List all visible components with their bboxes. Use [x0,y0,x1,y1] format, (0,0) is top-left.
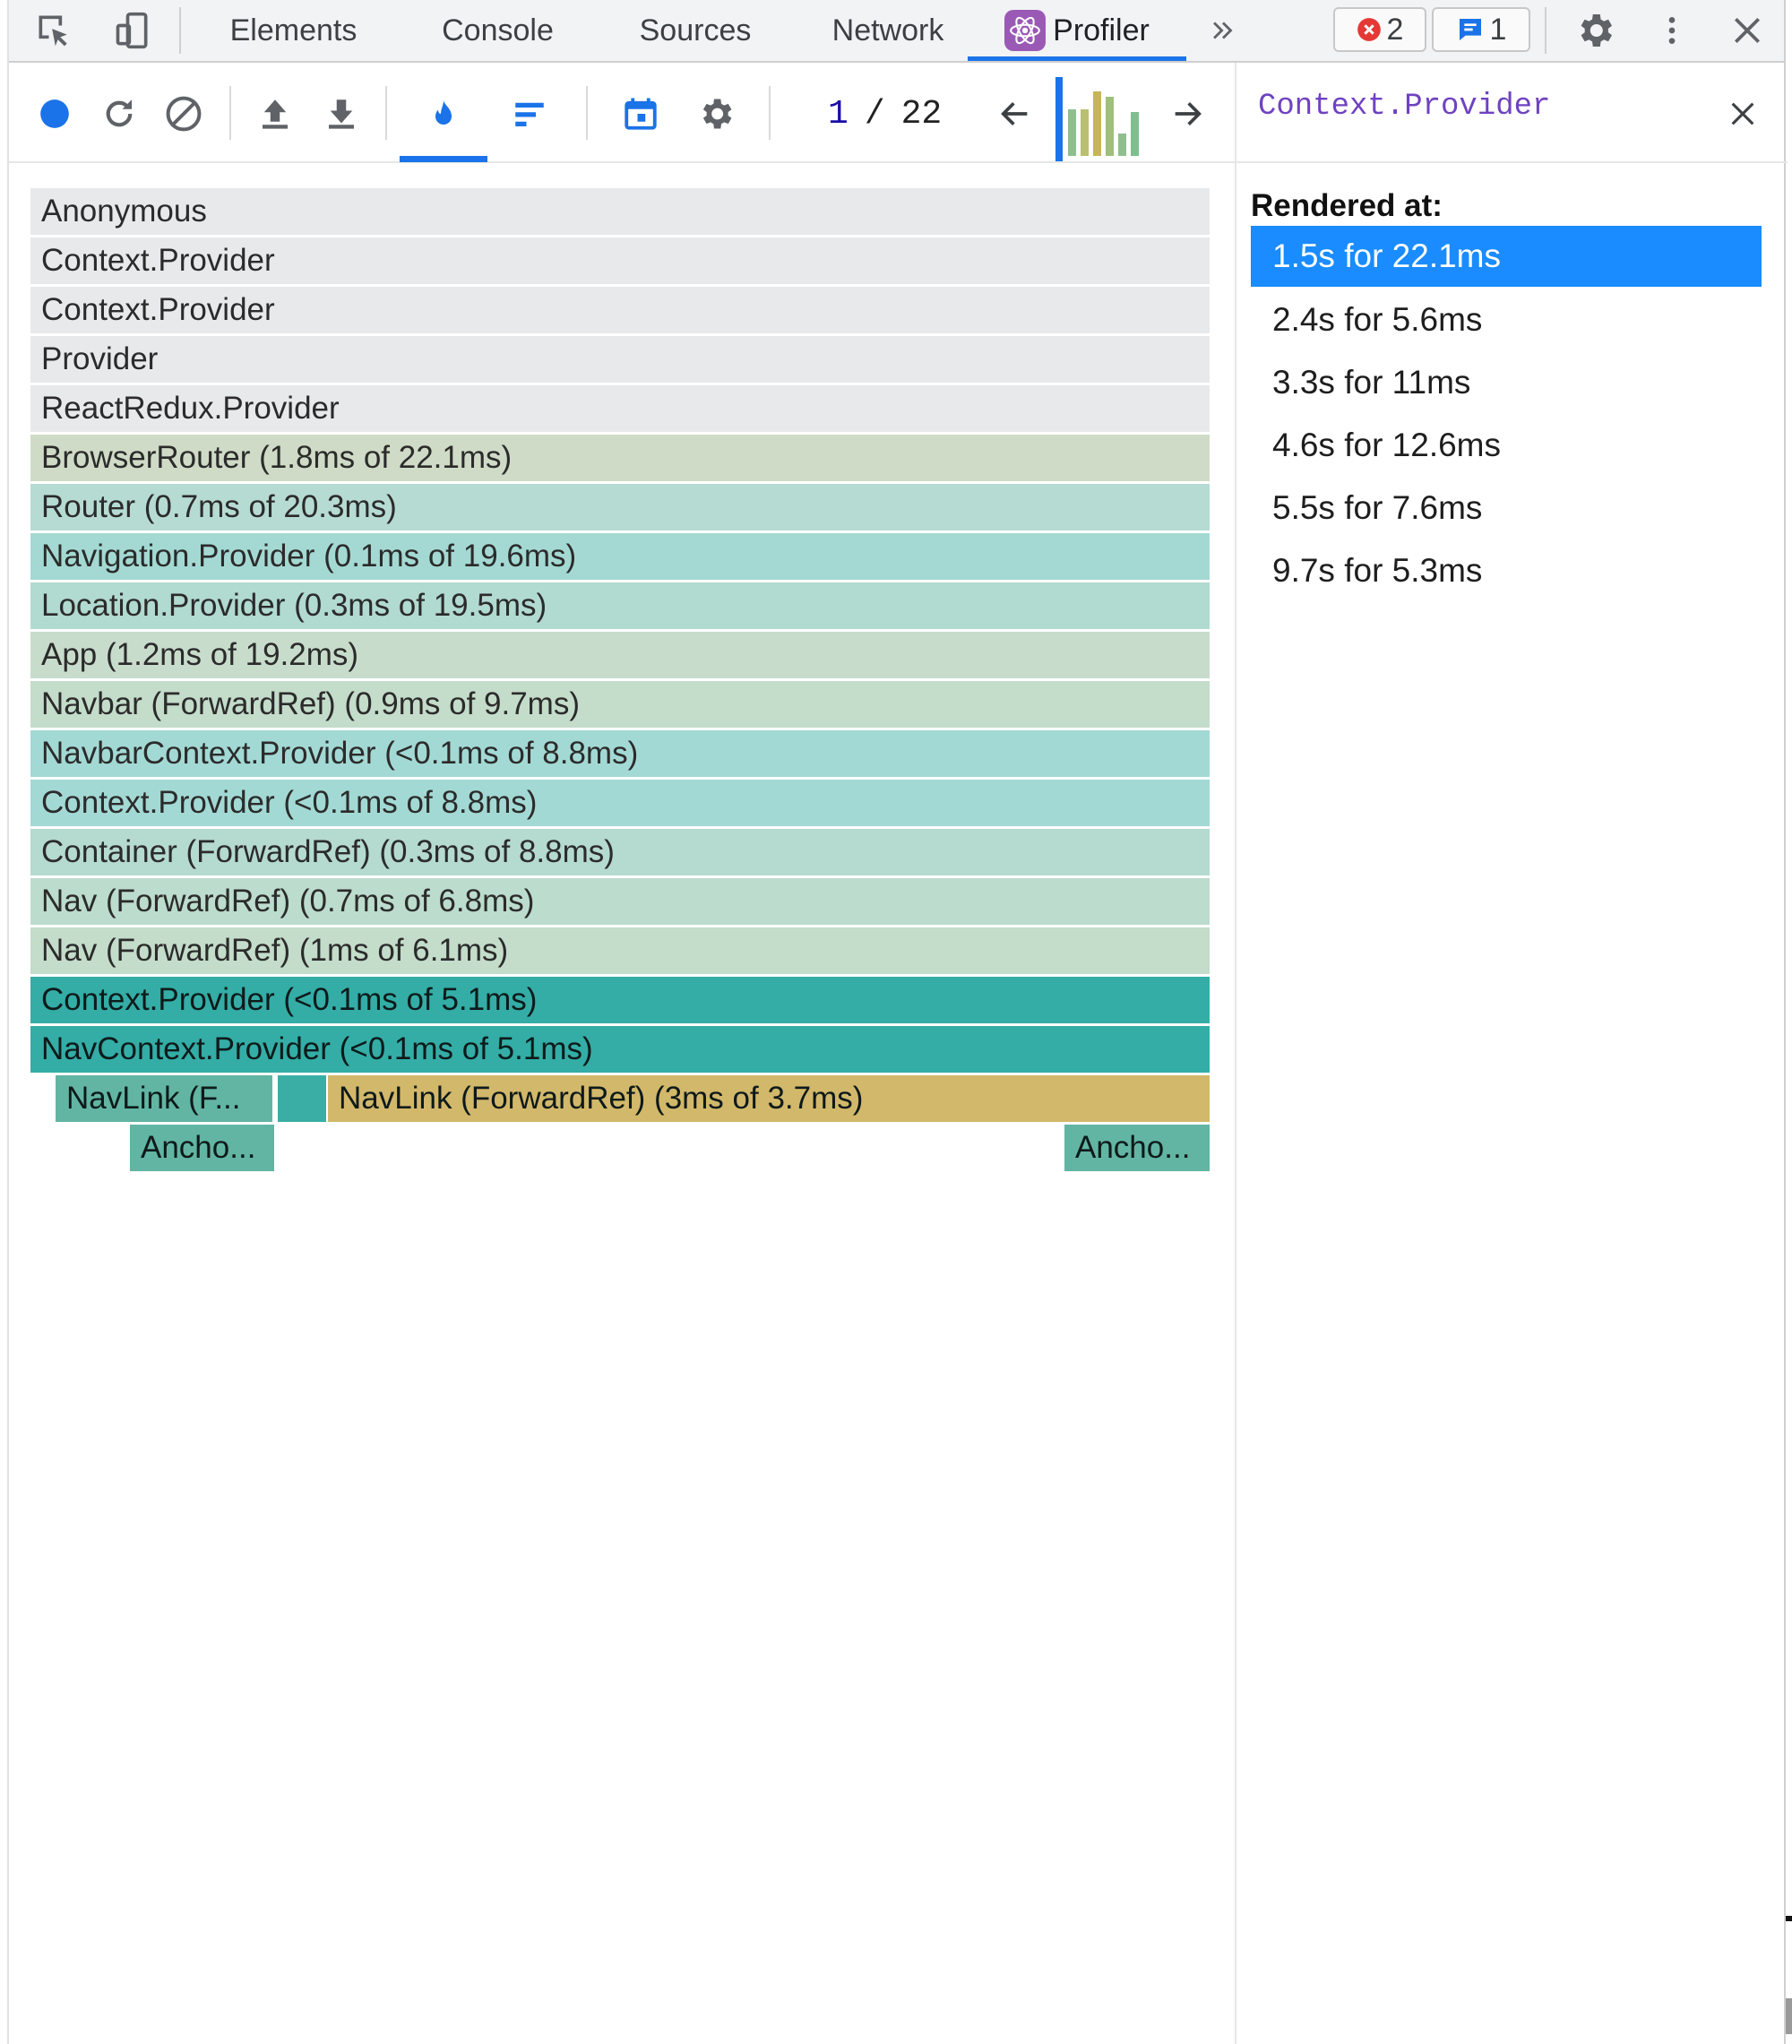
flamegraph-bar[interactable]: Context.Provider [30,287,1210,333]
flamegraph-bar[interactable]: Navigation.Provider (0.1ms of 19.6ms) [30,533,1210,580]
tab-sources[interactable] [615,0,776,61]
message-icon [1456,15,1485,44]
devtools-settings-button[interactable] [1570,5,1620,56]
tab-network[interactable] [803,0,973,61]
toolbar-divider [229,86,231,140]
commit-counter [828,82,942,145]
close-icon [1727,99,1758,129]
flamegraph-bar[interactable]: NavContext.Provider (<0.1ms of 5.1ms) [30,1026,1210,1073]
error-icon [1357,17,1382,42]
commit-selector-chart[interactable] [1055,77,1142,156]
flamegraph-bar[interactable]: Provider [30,336,1210,383]
commit-separator: / [864,94,885,134]
profiler-toolbar [9,63,1235,163]
flamegraph-bar[interactable]: NavLink (F... [56,1075,272,1122]
commit-bar[interactable] [1118,134,1126,156]
commit-bar[interactable] [1131,112,1139,156]
toolbar-divider [586,86,588,140]
flamegraph [9,163,1235,2044]
save-profile-button[interactable] [310,82,373,145]
messages-badge[interactable] [1432,7,1530,52]
arrow-left-icon [997,96,1033,132]
commit-current: 1 [828,94,849,134]
commit-bar[interactable] [1081,109,1089,156]
flamegraph-bar[interactable] [278,1075,326,1122]
flamegraph-icon [427,95,460,133]
selected-commit-marker [1055,77,1063,161]
flamegraph-bar[interactable]: NavLink (ForwardRef) (3ms of 3.7ms) [328,1075,1210,1122]
close-icon [1730,13,1764,47]
devtools-tab-bar [9,0,1784,63]
commit-bar[interactable] [1106,97,1114,156]
flamegraph-bar[interactable]: Anonymous [30,188,1210,235]
save-profile-icon [323,95,360,133]
edge-artifact [1786,1998,1792,2034]
flamegraph-bar[interactable]: Context.Provider [30,237,1210,284]
render-item-label: 1.5s for 22.1ms [1272,237,1502,274]
previous-commit-button[interactable] [984,82,1047,145]
tab-label: Console [442,13,554,47]
toolbar-divider [1545,7,1546,54]
flamegraph-bar[interactable]: Ancho... [1064,1125,1210,1171]
flamegraph-bar[interactable]: Context.Provider (<0.1ms of 5.1ms) [30,977,1210,1023]
flamegraph-bar[interactable]: Nav (ForwardRef) (1ms of 6.1ms) [30,927,1210,974]
flamegraph-tab[interactable] [412,82,475,145]
panel-divider[interactable] [1235,63,1236,2044]
tab-label: Network [831,13,944,47]
clear-profiling-button[interactable] [152,82,215,145]
flamegraph-bar[interactable]: BrowserRouter (1.8ms of 22.1ms) [30,435,1210,481]
render-list [1251,226,1762,602]
render-item-label: 5.5s for 7.6ms [1272,489,1483,526]
flamegraph-bar[interactable]: Router (0.7ms of 20.3ms) [30,484,1210,530]
toolbar-divider [385,86,387,140]
errors-badge[interactable] [1333,7,1426,52]
timeline-tab[interactable] [609,82,672,145]
render-item-2[interactable] [1251,351,1762,414]
tab-label: Sources [639,13,752,47]
tab-console[interactable] [419,0,576,61]
device-toolbar-icon[interactable] [108,5,158,56]
flamegraph-bar[interactable]: Context.Provider (<0.1ms of 8.8ms) [30,780,1210,826]
react-logo-icon [1004,10,1046,51]
flamegraph-bar[interactable]: ReactRedux.Provider [30,385,1210,432]
gear-icon [696,94,736,134]
edge-artifact [1786,1916,1792,1921]
inspect-element-icon[interactable] [29,5,79,56]
selected-component-name: Context.Provider [1258,90,1551,124]
render-item-label: 2.4s for 5.6ms [1272,301,1483,338]
render-item-label: 4.6s for 12.6ms [1272,427,1502,463]
flamegraph-bar[interactable]: App (1.2ms of 19.2ms) [30,632,1210,678]
gear-icon [1573,9,1616,52]
kebab-menu-icon [1654,11,1690,50]
record-icon [38,97,72,131]
tab-label: Profiler [1053,13,1150,47]
profiler-settings-button[interactable] [685,82,747,145]
active-view-indicator [400,156,487,162]
reload-and-profile-button[interactable] [88,82,151,145]
active-tab-indicator [968,56,1186,61]
render-item-label: 3.3s for 11ms [1272,364,1471,401]
messages-count: 1 [1489,12,1507,47]
flamegraph-bar[interactable]: NavbarContext.Provider (<0.1ms of 8.8ms) [30,730,1210,777]
render-item-0[interactable] [1251,226,1762,287]
render-item-5[interactable] [1251,539,1762,602]
render-item-1[interactable] [1251,289,1762,351]
tab-profiler[interactable] [968,0,1186,61]
close-sidebar-button[interactable] [1711,82,1774,145]
flamegraph-bar[interactable]: Ancho... [130,1125,274,1171]
errors-count: 2 [1386,12,1404,47]
tab-label: Elements [229,13,358,47]
commit-bar[interactable] [1093,91,1101,156]
clear-icon [164,94,203,134]
render-item-label: 9.7s for 5.3ms [1272,552,1483,589]
more-tabs-button[interactable] [1208,0,1238,61]
load-profile-icon [256,95,294,133]
commit-total: 22 [900,94,943,134]
flamegraph-bar[interactable]: Navbar (ForwardRef) (0.9ms of 9.7ms) [30,681,1210,728]
more-options-button[interactable] [1647,5,1697,56]
reload-icon [100,95,138,133]
flamegraph-bar[interactable]: Container (ForwardRef) (0.3ms of 8.8ms) [30,829,1210,875]
rendered-at-heading: Rendered at: [1251,188,1443,223]
ranked-icon [511,95,548,133]
flamegraph-bar[interactable]: Nav (ForwardRef) (0.7ms of 6.8ms) [30,878,1210,925]
sidebar-header [1236,63,1788,163]
tab-elements[interactable] [215,0,372,61]
commit-bar[interactable] [1068,109,1076,156]
render-item-3[interactable] [1251,414,1762,477]
render-item-4[interactable] [1251,477,1762,539]
toolbar-divider [179,7,181,54]
next-commit-button[interactable] [1156,82,1219,145]
close-devtools-button[interactable] [1722,5,1772,56]
ranked-chart-tab[interactable] [498,82,561,145]
record-button[interactable] [23,82,86,145]
load-profile-button[interactable] [244,82,306,145]
arrow-right-icon [1169,96,1205,132]
flamegraph-bar[interactable]: Location.Provider (0.3ms of 19.5ms) [30,582,1210,629]
toolbar-divider [769,86,771,140]
timeline-icon [622,95,659,133]
chevron-double-right-icon [1208,15,1238,46]
